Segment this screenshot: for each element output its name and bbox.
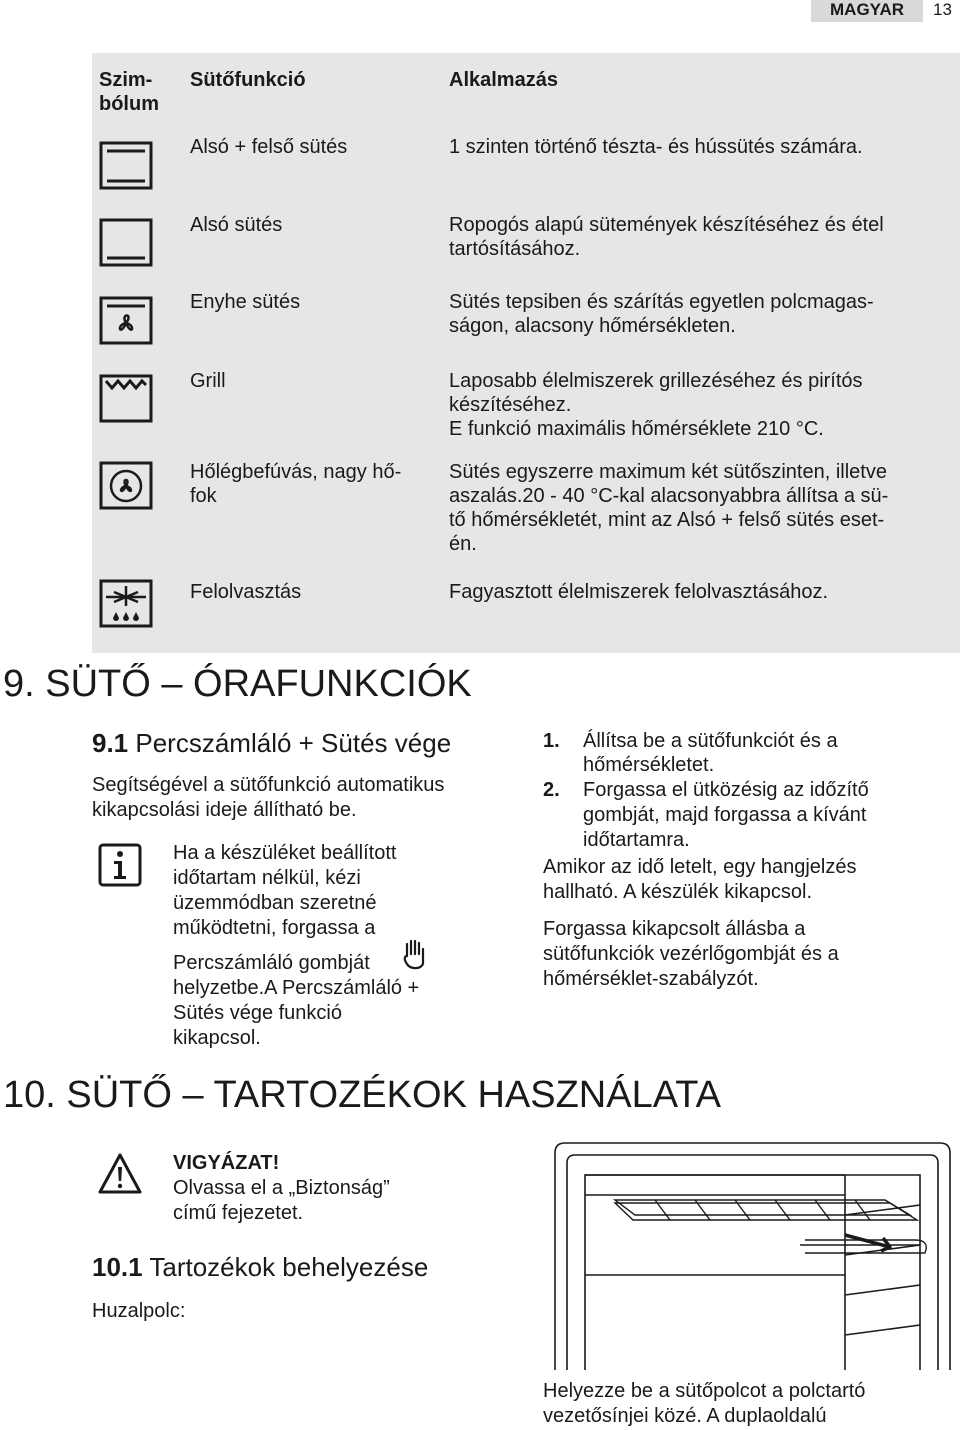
info-icon — [98, 843, 142, 887]
step-line: időtartamra. — [583, 829, 690, 851]
warning-icon — [97, 1152, 143, 1196]
section-10-title: 10. SÜTŐ – TARTOZÉKOK HASZNÁLATA — [3, 1074, 721, 1116]
column-header-function: Sütőfunkció — [190, 69, 306, 91]
row-application: Sütés egyszerre maximum két sütőszinten, illetve aszalás.20 - 40 °C-kal alacsonyabbra állítsa a sü- tő hőmérsékletét, mint az Alsó + felső sütés eset- én. — [449, 461, 889, 555]
row-function: Alsó + felső sütés — [190, 136, 348, 158]
row-function: Alsó sütés — [190, 214, 283, 236]
row-function: Enyhe sütés — [190, 291, 301, 313]
row-function: Felolvasztás — [190, 581, 302, 603]
after-steps-line: hallható. A készülék kikapcsol. — [543, 881, 813, 903]
row-application: Laposabb élelmiszerek grillezéséhez és pirítós készítéséhez. E funkció maximális hőmérséklete 210 °C. — [449, 370, 863, 440]
warning-line: című fejezetet. — [173, 1202, 304, 1224]
section-9-1-title — [92, 728, 451, 758]
gentle-bake-icon — [98, 295, 154, 351]
wire-shelf-label: Huzalpolc: — [92, 1300, 186, 1322]
section-10-1-heading: Tartozékok behelyezése — [142, 1252, 429, 1282]
column-header-symbol: Szim- bólum — [99, 69, 159, 115]
section-10-1-number: 10.1 — [92, 1252, 143, 1282]
step-line: gombját, majd forgassa a kívánt — [583, 804, 867, 826]
oven-shelf-illustration — [545, 1135, 960, 1370]
section-9-1-number: 9.1 — [92, 728, 129, 758]
section-9-1-intro: Segítségével a sütőfunkció automatikus kikapcsolási ideje állítható be. — [92, 774, 445, 821]
step-line: Forgassa el ütközésig az időzítő — [583, 779, 869, 801]
row-function: Hőlégbefúvás, nagy hő- fok — [190, 461, 402, 507]
info-line: kikapcsol. — [173, 1027, 261, 1049]
info-line: működtetni, forgassa a — [173, 917, 376, 939]
section-9-title: 9. SÜTŐ – ÓRAFUNKCIÓK — [3, 663, 472, 705]
final-instruction-line: sütőfunkciók vezérlőgombját és a — [543, 943, 839, 965]
section-9-1-heading: Percszámláló + Sütés vége — [128, 728, 452, 758]
final-instruction-line: Forgassa kikapcsolt állásba a — [543, 918, 806, 940]
caption-line: vezetősínjei közé. A duplaoldalú — [543, 1405, 827, 1427]
row-application: Ropogós alapú sütemények készítéséhez és étel tartósításához. — [449, 214, 884, 260]
section-10-1-title — [92, 1252, 428, 1282]
row-function: Grill — [190, 370, 226, 392]
info-line: helyzetbe.A Percszámláló + — [173, 977, 420, 999]
column-header-application: Alkalmazás — [449, 69, 558, 91]
step-line: Állítsa be a sütőfunkciót és a — [583, 730, 838, 752]
caption-line: Helyezze be a sütőpolcot a polctartó — [543, 1380, 866, 1402]
grill-icon — [98, 373, 154, 429]
info-line: Sütés vége funkció — [173, 1002, 342, 1024]
info-line: időtartam nélkül, kézi — [173, 867, 361, 889]
bottom-heat-icon — [98, 217, 154, 273]
final-instruction-line: hőmérséklet-szabályzót. — [543, 968, 759, 990]
fan-heat-icon — [98, 460, 154, 516]
defrost-icon — [98, 578, 154, 634]
row-application: Fagyasztott élelmiszerek felolvasztásához. — [449, 581, 829, 603]
info-line: Percszámláló gombját — [173, 952, 370, 974]
page-header — [0, 0, 960, 22]
after-steps-line: Amikor az idő letelt, egy hangjelzés — [543, 856, 857, 878]
row-application: 1 szinten történő tészta- és hússütés számára. — [449, 136, 863, 158]
page-number: 13 — [933, 0, 952, 19]
warning-title: VIGYÁZAT! — [173, 1152, 280, 1174]
row-application: Sütés tepsiben és szárítás egyetlen polcmagas- ságon, alacsony hőmérsékleten. — [449, 291, 874, 337]
info-line: üzemmódban szeretné — [173, 892, 377, 914]
step-number: 1. — [543, 730, 560, 752]
step-line: hőmérsékletet. — [583, 754, 715, 776]
info-line: Ha a készüléket beállított — [173, 842, 397, 864]
top-bottom-heat-icon — [98, 140, 154, 196]
step-number: 2. — [543, 779, 560, 801]
language-label: MAGYAR — [811, 0, 923, 22]
hand-icon — [401, 938, 427, 972]
warning-line: Olvassa el a „Biztonság” — [173, 1177, 390, 1199]
